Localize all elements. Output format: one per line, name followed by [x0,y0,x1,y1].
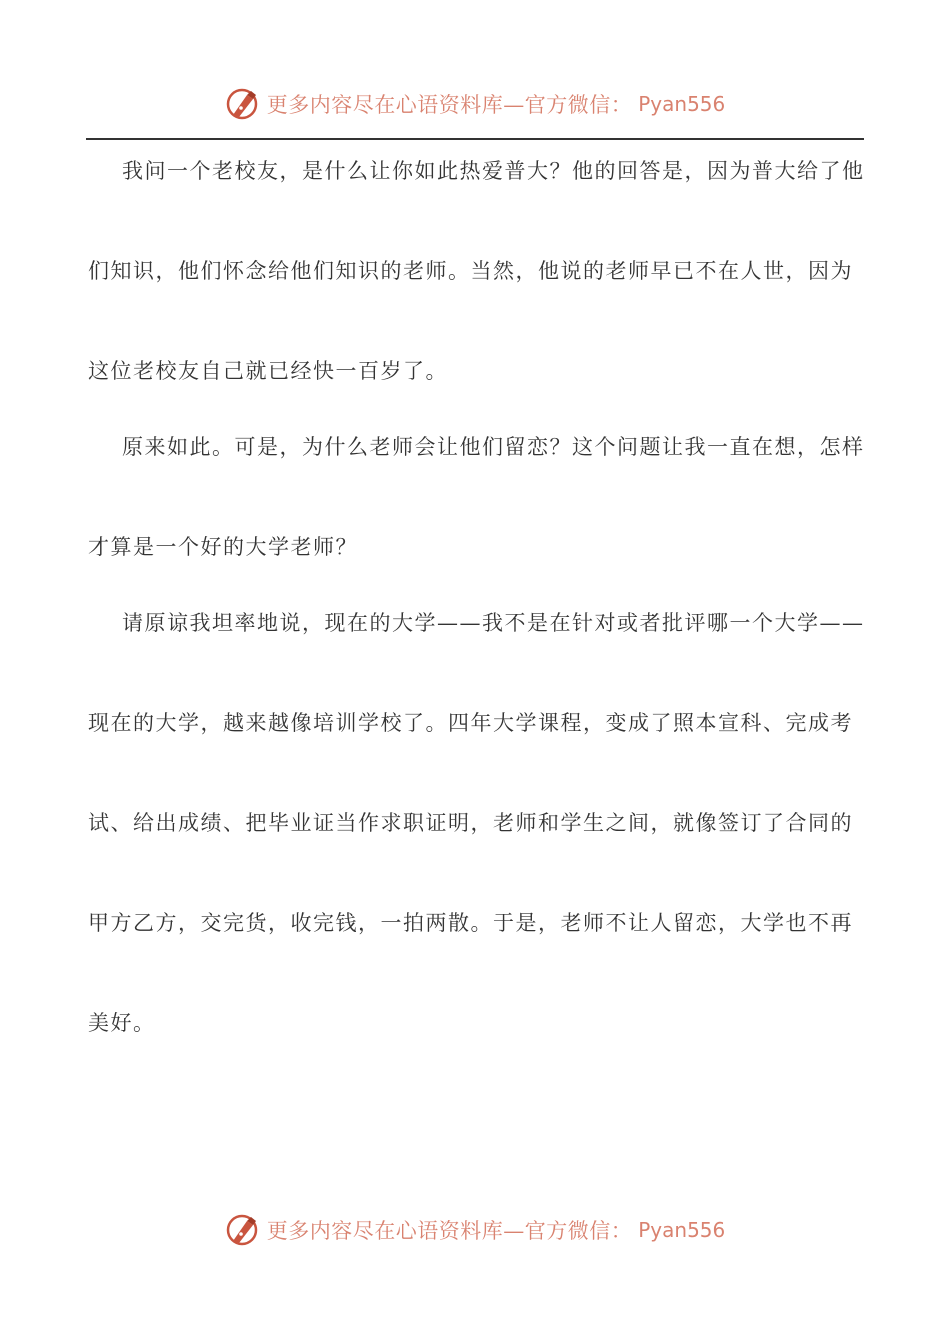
header-banner-text: 更多内容尽在心语资料库—官方微信： [266,93,633,117]
paragraph-1-line-3: 这位老校友自己就已经快一百岁了。 [88,359,448,383]
paragraph-3-line-2: 现在的大学，越来越像培训学校了。四年大学课程，变成了照本宣科、完成考 [88,711,853,735]
paragraph-3-line-3: 试、给出成绩、把毕业证当作求职证明，老师和学生之间，就像签订了合同的 [88,811,853,835]
paragraph-2-line-2: 才算是一个好的大学老师？ [88,535,358,559]
pen-nib-logo-icon [225,1212,261,1248]
paragraph-1-line-2: 们知识，他们怀念给他们知识的老师。当然，他说的老师早已不在人世，因为 [88,259,853,283]
footer-banner [0,1210,950,1250]
paragraph-3-line-1: 请原谅我坦率地说，现在的大学——我不是在针对或者批评哪一个大学—— [122,611,865,635]
paragraph-1-line-1: 我问一个老校友，是什么让你如此热爱普大？他的回答是，因为普大给了他 [122,159,865,183]
footer-wechat-handle: Pyan556 [638,1218,726,1242]
paragraph-3-line-4: 甲方乙方，交完货，收完钱，一拍两散。于是，老师不让人留恋，大学也不再 [88,911,853,935]
paragraph-3-line-5: 美好。 [88,1011,156,1035]
header-wechat-handle: Pyan556 [638,92,726,116]
paragraph-2-line-1: 原来如此。可是，为什么老师会让他们留恋？这个问题让我一直在想，怎样 [122,435,865,459]
footer-banner-text: 更多内容尽在心语资料库—官方微信： [266,1219,633,1243]
